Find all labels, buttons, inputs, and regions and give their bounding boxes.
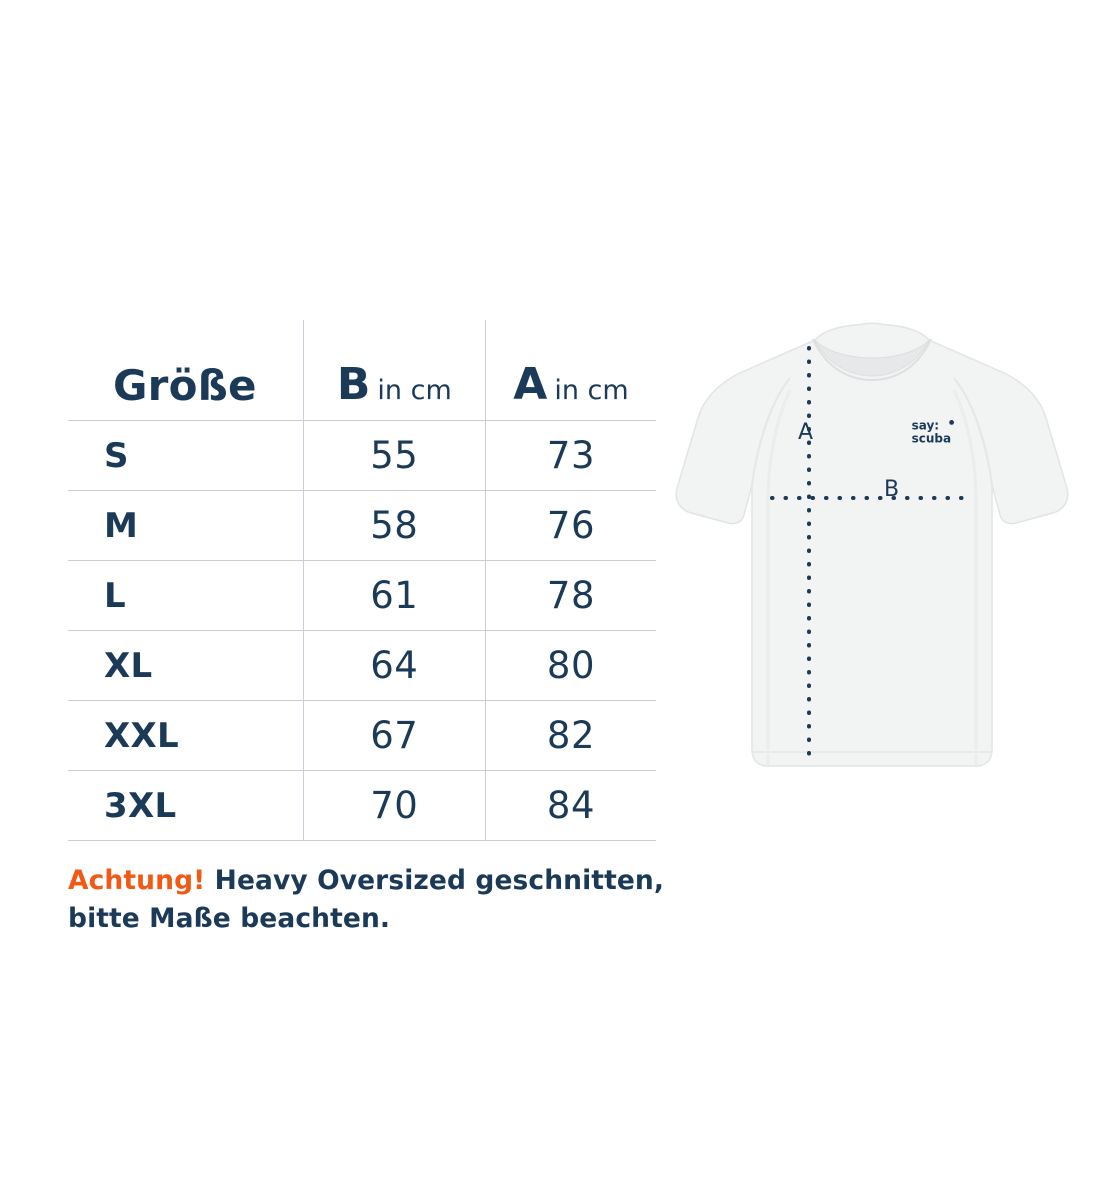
column-header-size (68, 320, 303, 421)
table-header-row (68, 320, 656, 421)
cell-size: XL (68, 631, 303, 701)
note-text: Heavy Oversized geschnitten, bitte Maße beachten. (68, 865, 665, 934)
column-header-a-unit: in cm (554, 375, 629, 406)
cell-a: 78 (485, 561, 656, 631)
svg-text:scuba: scuba (911, 431, 952, 446)
cell-b: 61 (303, 561, 485, 631)
cell-a: 84 (485, 771, 656, 841)
cell-size: 3XL (68, 771, 303, 841)
cell-size: L (68, 561, 303, 631)
table-row (68, 491, 656, 561)
size-table (68, 320, 656, 841)
column-header-b-unit: in cm (377, 375, 452, 406)
column-header-size-label: Größe (113, 361, 257, 410)
column-header-a-letter: A (513, 359, 548, 410)
cell-a: 73 (485, 421, 656, 491)
note-warning-label: Achtung! (68, 865, 206, 896)
table-row (68, 701, 656, 771)
cell-size: M (68, 491, 303, 561)
cell-b: 64 (303, 631, 485, 701)
column-header-b-letter: B (336, 359, 371, 410)
table-row (68, 561, 656, 631)
table-row (68, 631, 656, 701)
brand-logo-icon (910, 415, 966, 449)
shirt-body (676, 323, 1068, 766)
measure-label-b: B (884, 477, 900, 502)
table-body (68, 421, 656, 841)
cell-b: 70 (303, 771, 485, 841)
cell-b: 58 (303, 491, 485, 561)
cell-a: 82 (485, 701, 656, 771)
cell-b: 55 (303, 421, 485, 491)
measure-label-a: A (798, 420, 814, 445)
column-header-a (485, 320, 656, 421)
cell-a: 76 (485, 491, 656, 561)
cell-b: 67 (303, 701, 485, 771)
cell-size: XXL (68, 701, 303, 771)
cell-size: S (68, 421, 303, 491)
tshirt-graphic (672, 320, 1072, 790)
tshirt-illustration (672, 320, 1072, 790)
table-row (68, 421, 656, 491)
table-row (68, 771, 656, 841)
svg-text:say:: say: (911, 418, 940, 433)
column-header-b (303, 320, 485, 421)
table-header (68, 320, 656, 421)
oversized-note (68, 862, 668, 937)
cell-a: 80 (485, 631, 656, 701)
size-chart (68, 320, 656, 841)
